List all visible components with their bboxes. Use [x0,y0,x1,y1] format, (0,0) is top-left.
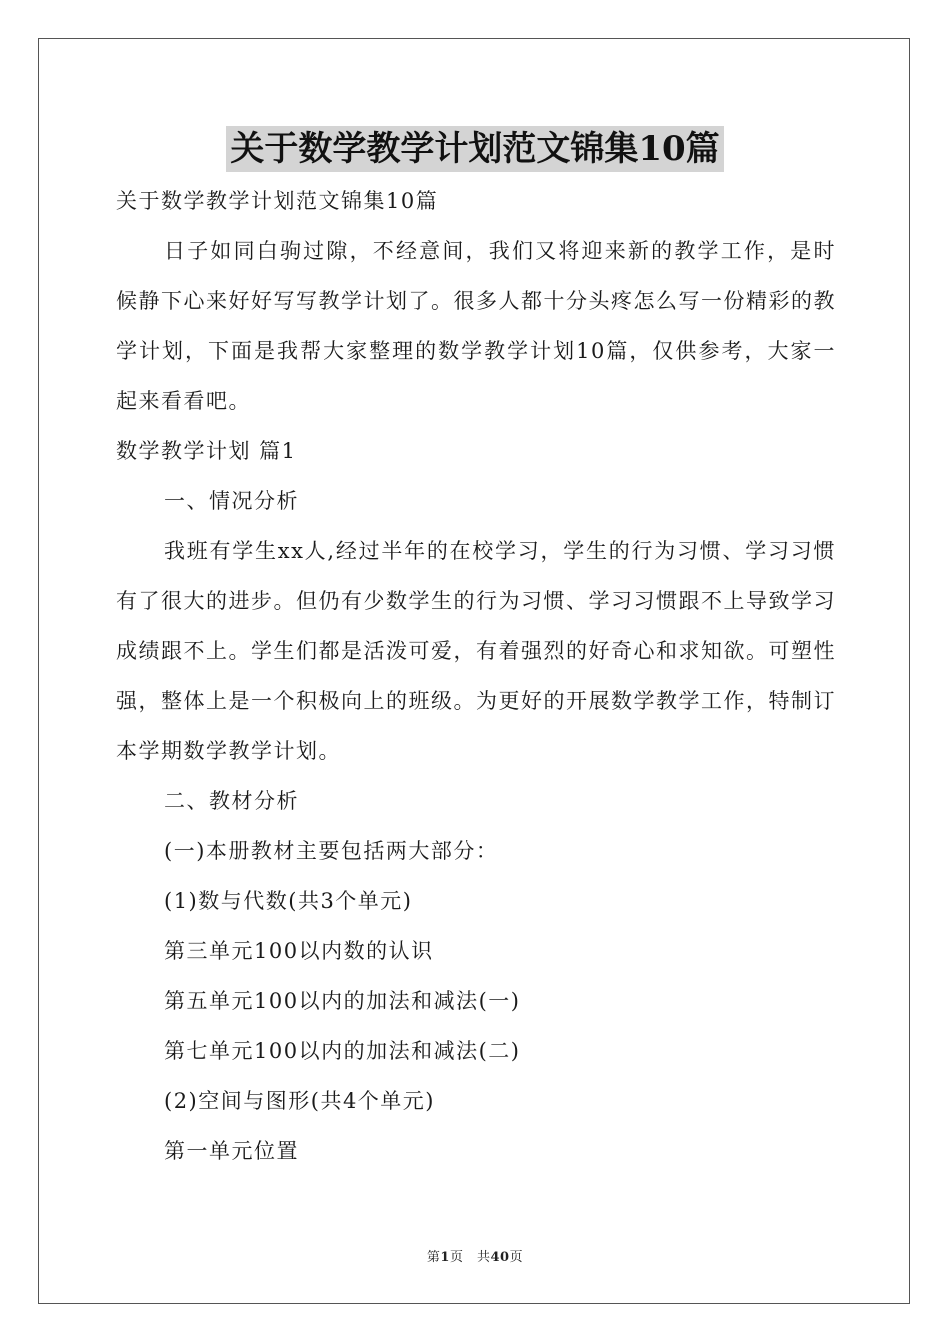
situation-paragraph: 我班有学生xx人,经过半年的在校学习，学生的行为习惯、学习习惯有了很大的进步。但仍有少数学生的行为习惯、学习习惯跟不上导致学习成绩跟不上。学生们都是活泼可爱，有着强烈的好奇心和求知欲。可塑性强，整体上是一个积极向上的班级。为更好的开展数学教学工作，特制订本学期数学教学计划。 [116,539,836,763]
footer-page-total: 40 [490,1250,510,1265]
unit1-line: 第一单元位置 [164,1139,299,1163]
title-area [0,126,950,172]
footer-prefix: 第 [426,1250,441,1265]
part2-heading: (2)空间与图形(共4个单元) [164,1089,435,1113]
unit3-line: 第三单元100以内数的认识 [164,939,434,963]
footer-mid: 页 共 [449,1250,491,1265]
document-body [116,176,836,1176]
unit5-line: 第五单元100以内的加法和减法(一) [164,989,521,1013]
footer-suffix: 页 [509,1250,524,1265]
heading-situation: 一、情况分析 [164,489,299,513]
materials-intro: (一)本册教材主要包括两大部分： [164,839,499,863]
footer-page-current: 1 [440,1250,450,1265]
document-subtitle: 关于数学教学计划范文锦集10篇 [116,189,439,213]
unit7-line: 第七单元100以内的加法和减法(二) [164,1039,521,1063]
intro-paragraph: 日子如同白驹过隙，不经意间，我们又将迎来新的教学工作，是时候静下心来好好写写教学计划了。很多人都十分头疼怎么写一份精彩的教学计划，下面是我帮大家整理的数学教学计划10篇，仅供参考，大家一起来看看吧。 [116,239,836,413]
section-heading: 数学教学计划 篇1 [116,439,297,463]
document-title: 关于数学教学计划范文锦集10篇 [226,126,723,172]
part1-heading: (1)数与代数(共3个单元) [164,889,413,913]
heading-materials: 二、教材分析 [164,789,299,813]
page-footer [0,1246,950,1265]
